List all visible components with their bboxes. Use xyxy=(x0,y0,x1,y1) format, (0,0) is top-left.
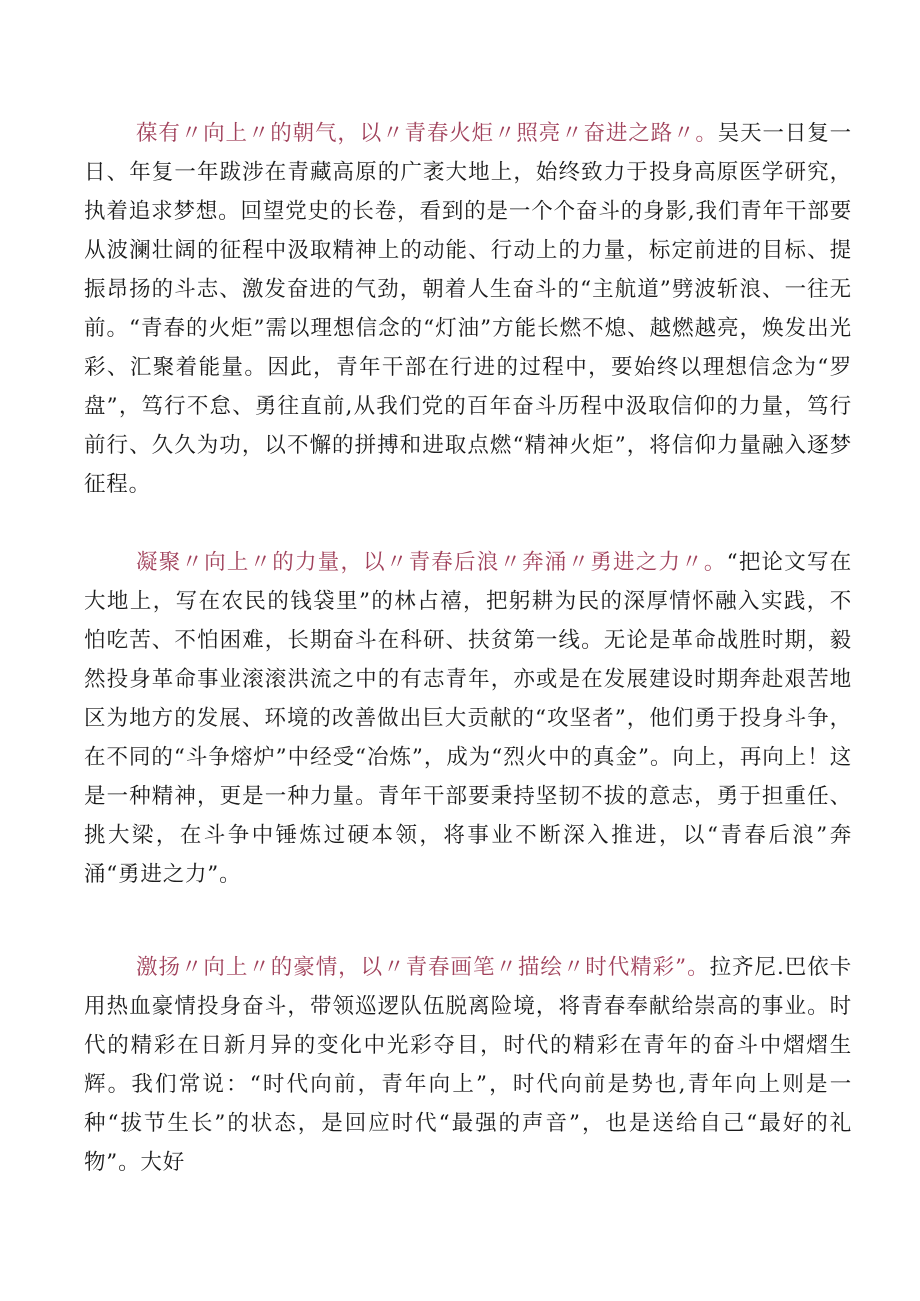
paragraph-heading: 激扬〃向上〃的豪情，以〃青春画笔〃描绘〃时代精彩”。 xyxy=(136,955,710,980)
paragraph-heading: 凝聚〃向上〃的力量，以〃青春后浪〃奔涌〃勇进之力〃。 xyxy=(136,550,727,575)
paragraph-body: 吴天一日复一日、年复一年跋涉在青藏高原的广袤大地上，始终致力于投身高原医学研究，执着追求梦想。回望党史的长卷，看到的是一个个奋斗的身影,我们青年干部要从波澜壮阔的征程中汲取精神上的动能、行动上的力量，标定前进的目标、提振昂扬的斗志、激发奋进的气劲，朝着人生奋斗的“主航道”劈波斩浪、一往无前。“青春的火炬”需以理想信念的“灯油”方能长燃不熄、越燃越亮，焕发出光彩、汇聚着能量。因此，青年干部在行进的过程中，要始终以理想信念为“罗盘”，笃行不怠、勇往直前,从我们党的百年奋斗历程中汲取信仰的力量，笃行前行、久久为功，以不懈的拼搏和进取点燃“精神火炬”，将信仰力量融入逐梦征程。 xyxy=(84,121,852,497)
paragraph-body: “把论文写在大地上，写在农民的钱袋里”的林占禧，把躬耕为民的深厚情怀融入实践，不怕吃苦、不怕困难，长期奋斗在科研、扶贫第一线。无论是革命战胜时期，毅然投身革命事业滚滚洪流之中的有志青年，亦或是在发展建设时期奔赴艰苦地区为地方的发展、环境的改善做出巨大贡献的“攻坚者”，他们勇于投身斗争，在不同的“斗争熔炉”中经受“冶炼”，成为“烈火中的真金”。向上，再向上！这是一种精神，更是一种力量。青年干部要秉持坚韧不拔的意志，勇于担重任、挑大梁，在斗争中锤炼过硬本领，将事业不断深入推进，以“青春后浪”奔涌“勇进之力”。 xyxy=(84,550,852,887)
paragraph-body: 拉齐尼.巴依卡用热血豪情投身奋斗，带领巡逻队伍脱离险境，将青春奉献给崇高的事业。时代的精彩在日新月异的变化中光彩夺目，时代的精彩在青年的奋斗中熠熠生辉。我们常说：“时代向前，青年向上”，时代向前是势也,青年向上则是一种“拔节生长”的状态，是回应时代“最强的声音”，也是送给自己“最好的礼物”。大好 xyxy=(84,955,853,1175)
paragraph-1 xyxy=(84,114,852,504)
paragraph-3 xyxy=(84,948,852,1182)
paragraph-heading: 葆有〃向上〃的朝气，以〃青春火炬〃照亮〃奋进之路〃。 xyxy=(136,121,718,146)
paragraph-2 xyxy=(84,543,852,894)
